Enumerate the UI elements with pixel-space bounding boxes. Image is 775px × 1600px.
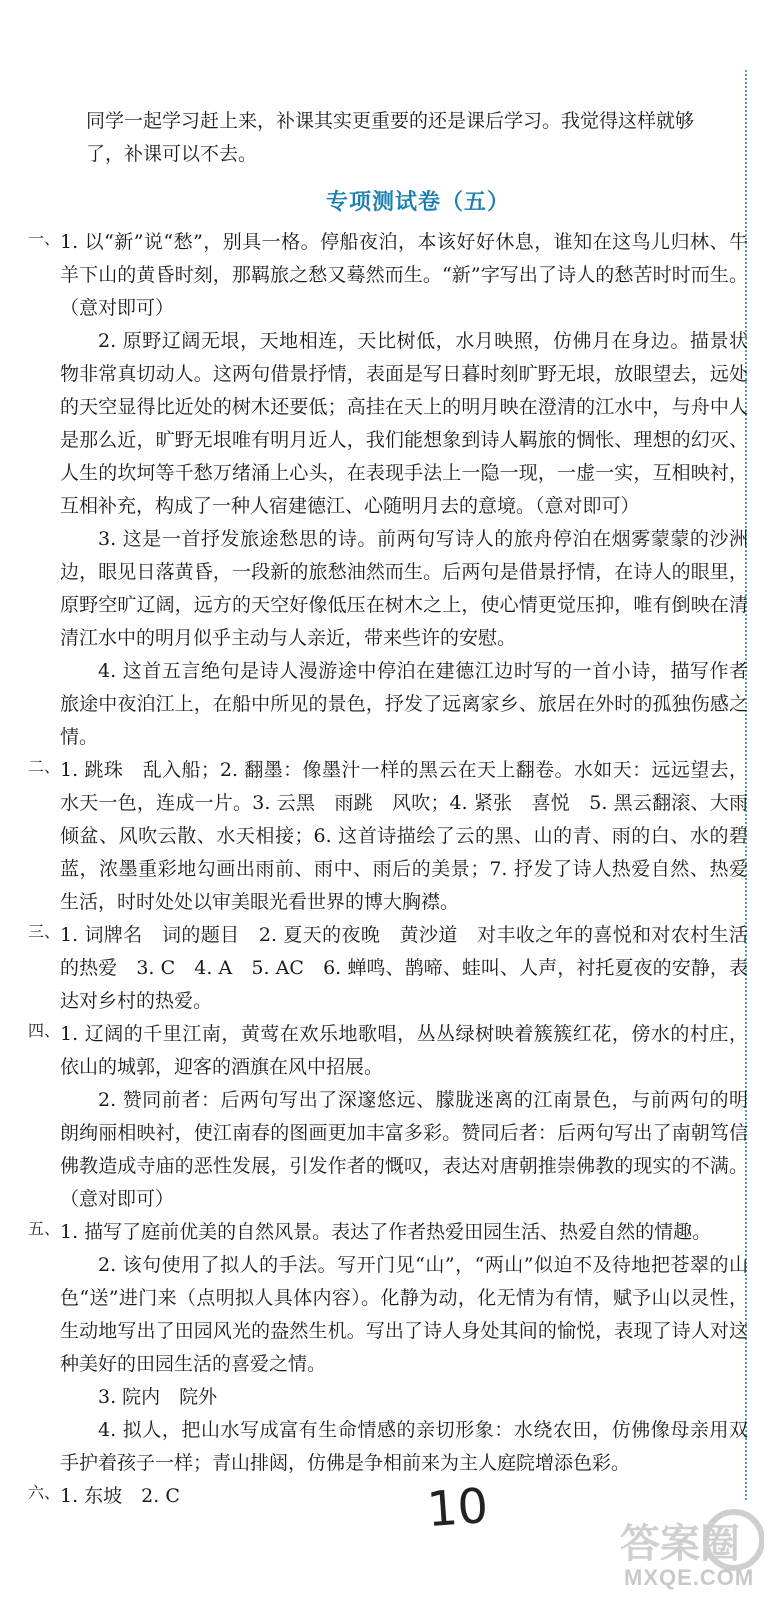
intro-line-2: 了，补课可以不去。 xyxy=(86,143,258,165)
answer-item: 1. 跳珠 乱入船；2. 翻墨：像墨汁一样的黑云在天上翻卷。水如天：远远望去，水天一色，连成一片。3. 云黑 雨跳 风吹；4. 紧张 喜悦 5. 黑云翻滚、大雨倾盆、风吹云散、水天相接；6. 这首诗描绘了云的黑、山的青、雨的白、水的碧蓝，浓墨重彩地勾画出雨前、雨中、雨后的美景；7. 抒发了诗人热爱自然、热爱生活，时时处处以审美眼光看世界的博大胸襟。 xyxy=(60,759,748,913)
section-3 xyxy=(28,919,748,1018)
answer-item: 1. 以“新”说“愁”，别具一格。停船夜泊，本该好好休息，谁知在这鸟儿归林、牛羊下山的黄昏时刻，那羁旅之愁又蓦然而生。“新”字写出了诗人的愁苦时时而生。（意对即可） xyxy=(60,231,748,319)
intro-line-1: 同学一起学习赶上来，补课其实更重要的还是课后学习。我觉得这样就够 xyxy=(86,110,695,132)
content-area xyxy=(28,105,748,1513)
answer-item: 1. 东坡 2. C xyxy=(60,1485,180,1507)
section-label: 六、 xyxy=(28,1483,61,1502)
section-4 xyxy=(28,1018,748,1216)
section-label: 三、 xyxy=(28,922,61,941)
section-label: 五、 xyxy=(28,1219,61,1238)
section-label: 二、 xyxy=(28,757,61,776)
answer-item: 1. 描写了庭前优美的自然风景。表达了作者热爱田园生活、热爱自然的情趣。 xyxy=(60,1221,712,1243)
watermark-url: MXQE.COM xyxy=(624,1565,755,1590)
answer-item: 4. 拟人，把山水写成富有生命情感的亲切形象：水绕农田，仿佛像母亲用双手护着孩子一样；青山排闼，仿佛是争相前来为主人庭院增添色彩。 xyxy=(60,1419,748,1474)
answer-item: 2. 该句使用了拟人的手法。写开门见“山”，“两山”似迫不及待地把苍翠的山色“送”进门来（点明拟人具体内容）。化静为动，化无情为有情，赋予山以灵性，生动地写出了田园风光的盎然生机。写出了诗人身处其间的愉悦，表现了诗人对这种美好的田园生活的喜爱之情。 xyxy=(60,1254,748,1375)
answer-item: 3. 院内 院外 xyxy=(98,1386,218,1408)
section-5 xyxy=(28,1216,748,1480)
section-2 xyxy=(28,754,748,919)
answer-item: 4. 这首五言绝句是诗人漫游途中停泊在建德江边时写的一首小诗，描写作者旅途中夜泊江上，在船中所见的景色，抒发了远离家乡、旅居在外时的孤独伤感之情。 xyxy=(60,660,748,748)
section-1 xyxy=(28,226,748,754)
answer-item: 2. 原野辽阔无垠，天地相连，天比树低，水月映照，仿佛月在身边。描景状物非常真切动人。这两句借景抒情，表面是写日暮时刻旷野无垠，放眼望去，远处的天空显得比近处的树木还要低；高挂在天上的明月映在澄清的江水中，与舟中人是那么近，旷野无垠唯有明月近人，我们能想象到诗人羁旅的惆怅、理想的幻灭、人生的坎坷等千愁万绪涌上心头，在表现手法上一隐一现，一虚一实，互相映衬，互相补充，构成了一种人宿建德江、心随明月去的意境。（意对即可） xyxy=(60,330,748,517)
answer-item: 1. 词牌名 词的题目 2. 夏天的夜晚 黄沙道 对丰收之年的喜悦和对农村生活的热爱 3. C 4. A 5. AC 6. 蝉鸣、鹊啼、蛙叫、人声，衬托夏夜的安静，表达对乡村的热爱。 xyxy=(60,924,748,1012)
page-title: 专项测试卷（五） xyxy=(325,190,510,215)
section-label: 四、 xyxy=(28,1021,61,1040)
section-label: 一、 xyxy=(28,229,61,248)
watermark-logo-text: 答案圈 xyxy=(620,1521,740,1567)
answer-item: 1. 辽阔的千里江南，黄莺在欢乐地歌唱，丛丛绿树映着簇簇红花，傍水的村庄，依山的城郭，迎客的酒旗在风中招展。 xyxy=(60,1023,748,1078)
answer-item: 3. 这是一首抒发旅途愁思的诗。前两句写诗人的旅舟停泊在烟雾蒙蒙的沙洲边，眼见日落黄昏，一段新的旅愁油然而生。后两句是借景抒情，在诗人的眼里，原野空旷辽阔，远方的天空好像低压在树木之上，使心情更觉压抑，唯有倒映在清清江水中的明月似乎主动与人亲近，带来些许的安慰。 xyxy=(60,528,748,649)
answer-item: 2. 赞同前者：后两句写出了深邃悠远、朦胧迷离的江南景色，与前两句的明朗绚丽相映衬，使江南春的图画更加丰富多彩。赞同后者：后两句写出了南朝笃信佛教造成寺庙的恶性发展，引发作者的慨叹，表达对唐朝推崇佛教的现实的不满。（意对即可） xyxy=(60,1089,748,1210)
page-number: 10 xyxy=(425,1477,490,1539)
